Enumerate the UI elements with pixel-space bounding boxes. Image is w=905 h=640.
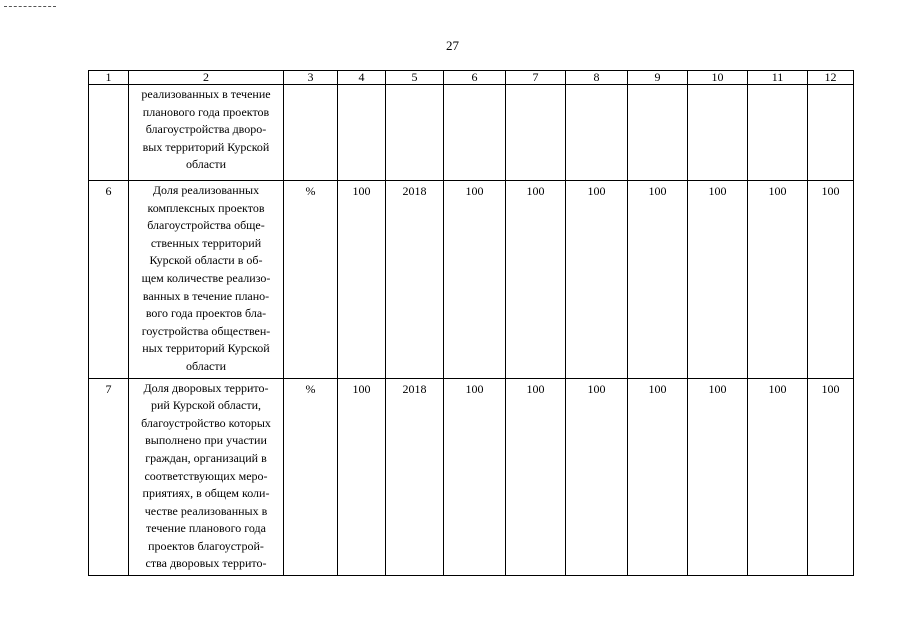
name-line: комплексных проектов [147, 200, 265, 215]
name-line: планового года проектов [142, 104, 270, 119]
value-cell: 100 [444, 181, 506, 379]
name-line: граждан, организаций в [145, 450, 267, 465]
empty-cell [284, 85, 338, 181]
column-header: 12 [808, 71, 854, 85]
unit-cell: % [284, 181, 338, 379]
column-header: 10 [688, 71, 748, 85]
name-line: реализованных в течение [141, 87, 271, 101]
name-line: ства дворовых террито- [145, 556, 267, 571]
name-line: вых территорий Курской [142, 139, 270, 154]
value-cell: 100 [444, 378, 506, 576]
name-line: Доля дворовых террито- [143, 380, 269, 395]
empty-cell [506, 85, 566, 181]
table-row-continuation [89, 85, 854, 181]
empty-cell [444, 85, 506, 181]
unit-cell: % [284, 378, 338, 576]
scan-edge-mark [4, 6, 56, 7]
value-cell: 100 [506, 378, 566, 576]
column-header: 6 [444, 71, 506, 85]
indicator-name-cell [129, 181, 284, 379]
name-line: Доля реализованных [152, 183, 260, 197]
empty-cell [566, 85, 628, 181]
column-header: 8 [566, 71, 628, 85]
name-line: ванных в течение плано- [142, 288, 270, 303]
row-number-cell: 6 [89, 181, 129, 379]
value-cell: 100 [808, 378, 854, 576]
name-line: области [185, 157, 227, 172]
year-cell: 2018 [386, 378, 444, 576]
column-header: 3 [284, 71, 338, 85]
indicator-name-cell [129, 378, 284, 576]
column-number-row [89, 71, 854, 85]
name-line: вого года проектов бла- [145, 306, 267, 321]
name-line: ных территорий Курской [142, 341, 270, 356]
name-line: благоустройство которых [141, 415, 271, 430]
column-header: 5 [386, 71, 444, 85]
empty-cell [386, 85, 444, 181]
name-line: течение планового года [146, 521, 266, 536]
name-line: области [185, 358, 227, 373]
page-number: 27 [446, 38, 459, 53]
table-row [89, 181, 854, 379]
value-cell: 100 [808, 181, 854, 379]
indicators-table [88, 70, 854, 576]
name-line: благоустройства обще- [147, 218, 265, 233]
name-line: Курской области в об- [149, 253, 263, 268]
name-line: рий Курской области, [150, 398, 262, 413]
row-number-cell [89, 85, 129, 181]
value-cell: 100 [566, 378, 628, 576]
year-cell: 2018 [386, 181, 444, 379]
empty-cell [808, 85, 854, 181]
value-cell: 100 [628, 378, 688, 576]
name-line: ственных территорий [150, 235, 262, 250]
value-cell: 100 [628, 181, 688, 379]
name-line: честве реализованных в [144, 503, 268, 518]
column-header: 2 [129, 71, 284, 85]
table-row [89, 378, 854, 576]
value-cell: 100 [338, 378, 386, 576]
value-cell: 100 [688, 378, 748, 576]
value-cell: 100 [688, 181, 748, 379]
name-line: гоустройства обществен- [141, 323, 271, 338]
column-header: 1 [89, 71, 129, 85]
name-line: соответствующих меро- [144, 468, 268, 483]
column-header: 9 [628, 71, 688, 85]
indicator-name-cell [129, 85, 284, 181]
value-cell: 100 [748, 378, 808, 576]
value-cell: 100 [748, 181, 808, 379]
name-line: благоустройства дворо- [145, 122, 267, 137]
name-line: проектов благоустрой- [148, 538, 264, 553]
value-cell: 100 [506, 181, 566, 379]
empty-cell [628, 85, 688, 181]
name-line: щем количестве реализо- [141, 270, 271, 285]
name-line: выполнено при участии [145, 433, 267, 448]
row-number-cell: 7 [89, 378, 129, 576]
empty-cell [748, 85, 808, 181]
column-header: 11 [748, 71, 808, 85]
value-cell: 100 [338, 181, 386, 379]
column-header: 4 [338, 71, 386, 85]
value-cell: 100 [566, 181, 628, 379]
empty-cell [688, 85, 748, 181]
empty-cell [338, 85, 386, 181]
name-line: приятиях, в общем коли- [142, 486, 270, 501]
column-header: 7 [506, 71, 566, 85]
